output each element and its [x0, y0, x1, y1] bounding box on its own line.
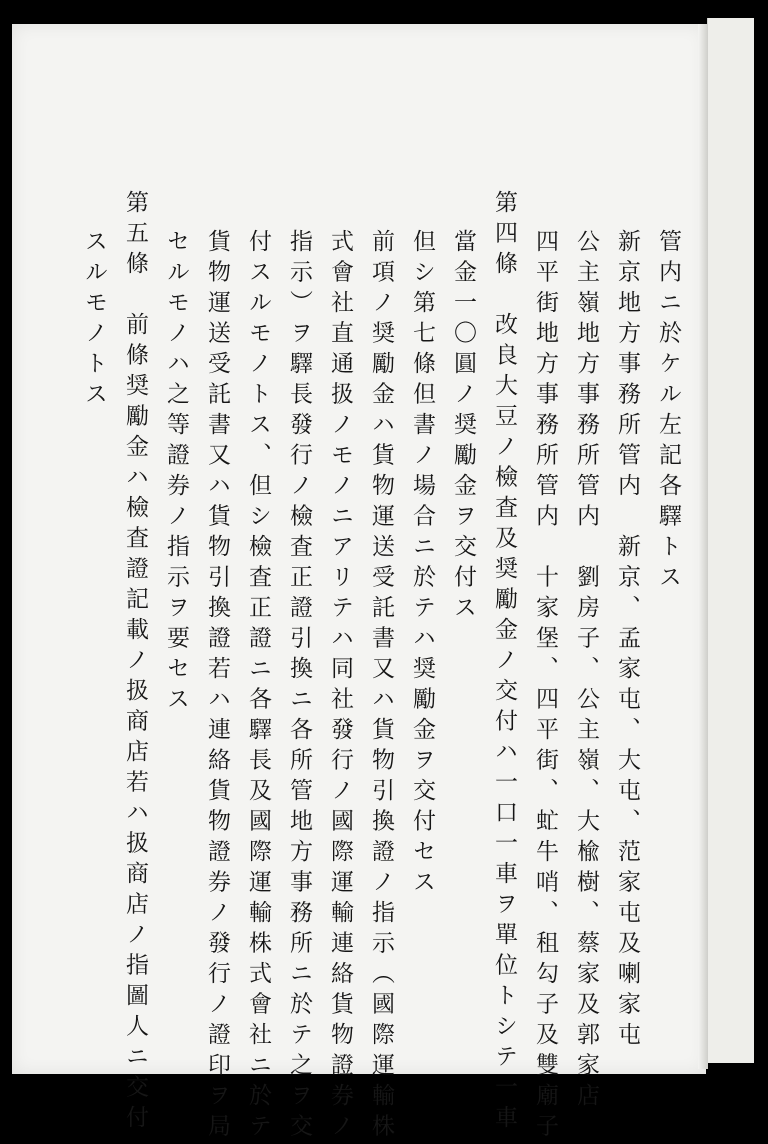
text-column-15: スルモノトス [81, 229, 107, 412]
text-column-4: 四平街地方事務所管内 十家堡、四平街、虻牛哨、租勾子及雙廟子 [532, 229, 558, 1144]
text-column-13: セルモノハ之等證券ノ指示ヲ要セス [163, 229, 189, 717]
text-column-7: 但シ第七條但書ノ場合ニ於テハ奨勵金ヲ交付セス [409, 229, 435, 900]
next-page-edge [707, 18, 754, 1063]
text-column-2: 新京地方事務所管内 新京、孟家屯、大屯、范家屯及喇家屯 [614, 229, 640, 1053]
text-column-11: 付スルモノトス、但シ檢査正證ニ各驛長及國際運輸株式會社ニ於テ [245, 229, 271, 1144]
text-column-1: 管内ニ於ケル左記各驛トス [655, 229, 681, 595]
text-column-9: 式會社直通扱ノモノニアリテハ同社發行ノ國際運輸連絡貨物證券ノ [327, 229, 353, 1144]
text-column-8: 前項ノ奨勵金ハ貨物運送受託書又ハ貨物引換證ノ指示（國際運輸株 [368, 229, 394, 1144]
text-column-12: 貨物運送受託書又ハ貨物引換證若ハ連絡貨物證券ノ發行ノ證印ヲ局 [204, 229, 230, 1144]
document-page [12, 24, 706, 1074]
text-column-5: 第四條 改良大豆ノ檢査及奨勵金ノ交付ハ一口一車ヲ單位トシテ一車 [491, 190, 517, 1136]
text-column-6: 當金一〇圓ノ奨勵金ヲ交付ス [450, 229, 476, 626]
text-column-14: 第五條 前條奨勵金ハ檢査證記載ノ扱商店若ハ扱商店ノ指圖人ニ交付 [122, 190, 148, 1136]
text-column-10: 指示）ヲ驛長發行ノ檢査正證引換ニ各所管地方事務所ニ於テ之ヲ交 [286, 229, 312, 1144]
text-column-3: 公主嶺地方事務所管内 劉房子、公主嶺、大楡樹、蔡家及郭家店 [573, 229, 599, 1114]
